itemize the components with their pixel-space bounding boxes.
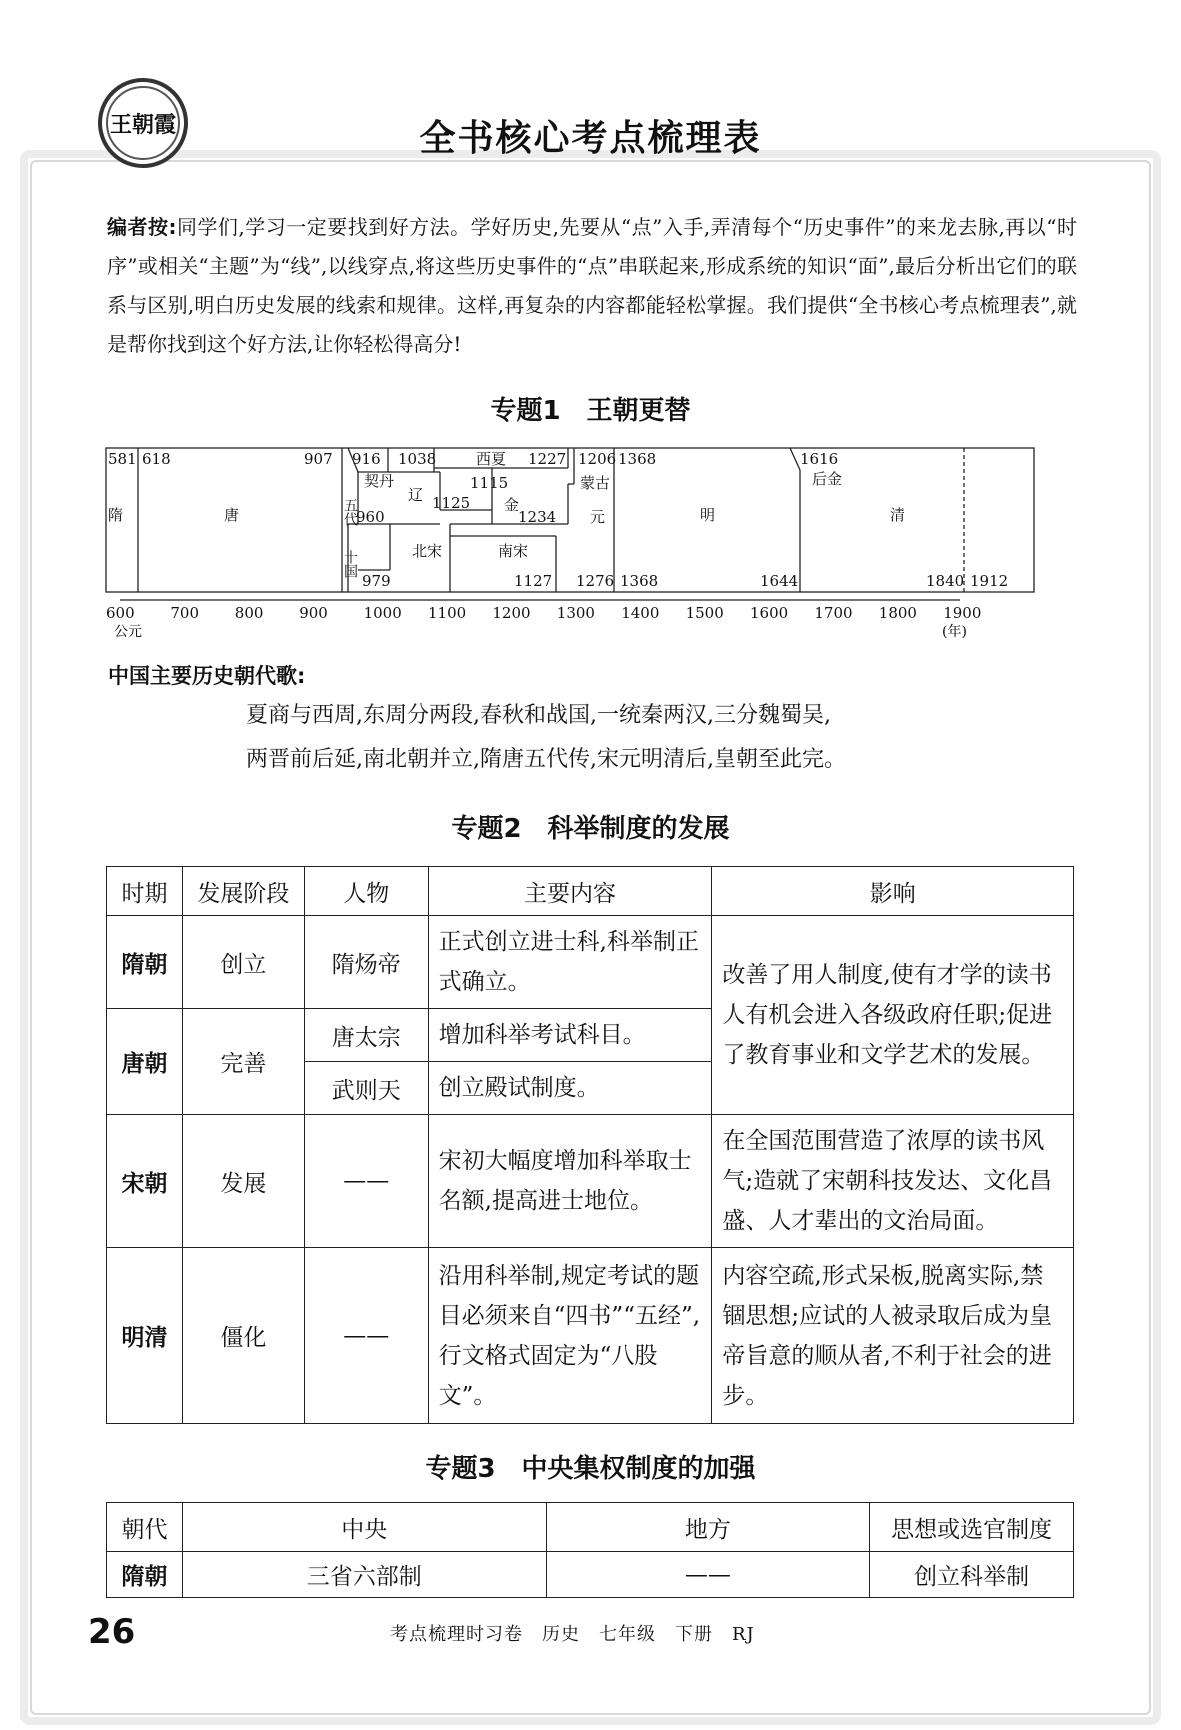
page-title: 全书核心考点梳理表	[419, 118, 762, 159]
page-number: 26	[88, 1612, 136, 1652]
tl-axis-label: 1100	[428, 604, 467, 622]
tl-axis-right-unit: (年)	[942, 624, 967, 640]
cell-impact: 改善了用人制度,使有才学的读书人有机会进入各级政府任职;促进了教育事业和文学艺术的发展。	[712, 916, 1074, 1115]
th-dynasty: 朝代	[107, 1503, 183, 1552]
keju-table	[106, 866, 1074, 1424]
tl-year-1206: 1206	[578, 450, 617, 468]
editor-note-text: 同学们,学习一定要找到好方法。学好历史,先要从“点”入手,弄清每个“历史事件”的来龙去脉,再以“时序”或相关“主题”为“线”,以线穿点,将这些历史事件的“点”串联起来,形成系统的知识“面”,最后分析出它们的联系与区别,明白历史发展的线索和规律。这样,再复杂的内容都能轻松掌握。我们提供“全书核心考点梳理表”,就是帮你找到这个好方法,让你轻松得高分!	[107, 215, 1077, 356]
tl-houjin: 后金	[812, 470, 843, 488]
tl-xixia: 西夏	[476, 450, 507, 468]
cell-local: ——	[546, 1552, 870, 1598]
cell-impact: 在全国范围营造了浓厚的读书风气;造就了宋朝科技发达、文化昌盛、人才辈出的文治局面。	[712, 1115, 1074, 1248]
cell-stage: 创立	[182, 916, 304, 1009]
tl-yuan: 元	[590, 508, 606, 526]
tl-year-1368-bottom: 1368	[620, 572, 659, 590]
tl-axis-label: 1400	[621, 604, 660, 622]
tl-axis-left-unit: 公元	[114, 624, 142, 640]
editor-note	[107, 208, 1077, 364]
tl-axis-label: 1700	[814, 604, 853, 622]
cell-content: 正式创立进士科,科举制正式确立。	[428, 916, 712, 1009]
tl-liao: 辽	[408, 486, 424, 504]
footer-text: 考点梳理时习卷 历史 七年级 下册 RJ	[390, 1624, 755, 1645]
cell-period: 明清	[107, 1248, 183, 1424]
tl-year-1125: 1125	[432, 494, 471, 512]
centralization-table	[106, 1502, 1074, 1598]
th-period: 时期	[107, 867, 183, 916]
cell-content: 创立殿试制度。	[428, 1062, 712, 1115]
cell-system: 创立科举制	[870, 1552, 1074, 1598]
dynasty-song-line-2: 两晋前后延,南北朝并立,隋唐五代传,宋元明清后,皇朝至此完。	[246, 747, 846, 772]
cell-period: 宋朝	[107, 1115, 183, 1248]
cell-content: 沿用科举制,规定考试的题目必须来自“四书”“五经”,行文格式固定为“八股文”。	[428, 1248, 712, 1424]
tl-year-1912: 1912	[970, 572, 1009, 590]
dynasty-song-label: 中国主要历史朝代歌:	[108, 664, 306, 688]
tl-sui: 隋	[108, 506, 124, 524]
editor-note-lead: 编者按:	[107, 215, 177, 239]
tl-year-960: 960	[356, 508, 385, 526]
th-local: 地方	[546, 1503, 870, 1552]
tl-year-1234: 1234	[518, 508, 557, 526]
table-row	[107, 1115, 1074, 1248]
tl-axis-label: 1200	[492, 604, 531, 622]
cell-person: 武则天	[304, 1062, 428, 1115]
tl-year-1127: 1127	[514, 572, 553, 590]
th-person: 人物	[304, 867, 428, 916]
tl-axis-label: 1500	[685, 604, 724, 622]
cell-person: ——	[304, 1248, 428, 1424]
cell-period: 唐朝	[107, 1009, 183, 1115]
tl-qidan: 契丹	[364, 472, 395, 490]
topic1-title: 专题1 王朝更替	[490, 396, 691, 426]
tl-year-1038: 1038	[398, 450, 437, 468]
cell-stage: 僵化	[182, 1248, 304, 1424]
th-content: 主要内容	[428, 867, 712, 916]
tl-year-618: 618	[142, 450, 171, 468]
th-stage: 发展阶段	[182, 867, 304, 916]
tl-shiguo: 十国	[342, 550, 358, 578]
cell-central: 三省六部制	[182, 1552, 546, 1598]
logo-text: 王朝霞	[106, 86, 180, 160]
tl-axis-label: 800	[234, 604, 264, 622]
tl-year-979: 979	[362, 572, 391, 590]
table-row	[107, 1552, 1074, 1598]
tl-year-1276: 1276	[576, 572, 615, 590]
cell-stage: 完善	[182, 1009, 304, 1115]
tl-year-1616: 1616	[800, 450, 839, 468]
tl-qing: 清	[890, 506, 906, 524]
cell-person: 唐太宗	[304, 1009, 428, 1062]
tl-axis-label: 600	[106, 604, 135, 622]
tl-tang: 唐	[224, 506, 240, 524]
tl-axis-label: 1800	[878, 604, 917, 622]
tl-year-1840: 1840	[926, 572, 965, 590]
tl-wudai: 五代	[342, 498, 358, 526]
tl-year-1115: 1115	[470, 474, 509, 492]
cell-dynasty: 隋朝	[107, 1552, 183, 1598]
table-header-row	[107, 867, 1074, 916]
table-row	[107, 916, 1074, 1009]
dynasty-timeline	[100, 440, 1090, 640]
tl-year-916: 916	[352, 450, 381, 468]
topic2-title: 专题2 科举制度的发展	[451, 814, 730, 844]
dynasty-song-line-1: 夏商与西周,东周分两段,春秋和战国,一统秦两汉,三分魏蜀吴,	[246, 703, 831, 728]
tl-axis-label: 1900	[943, 604, 982, 622]
cell-impact: 内容空疏,形式呆板,脱离实际,禁锢思想;应试的人被录取后成为皇帝旨意的顺从者,不利于社会的进步。	[712, 1248, 1074, 1424]
cell-person: 隋炀帝	[304, 916, 428, 1009]
cell-stage: 发展	[182, 1115, 304, 1248]
th-system: 思想或选官制度	[870, 1503, 1074, 1552]
table-header-row	[107, 1503, 1074, 1552]
tl-axis-label: 900	[299, 604, 328, 622]
cell-person: ——	[304, 1115, 428, 1248]
th-impact: 影响	[712, 867, 1074, 916]
topic3-title: 专题3 中央集权制度的加强	[425, 1454, 756, 1484]
tl-year-1368-top: 1368	[618, 450, 657, 468]
th-central: 中央	[182, 1503, 546, 1552]
cell-content: 宋初大幅度增加科举取士名额,提高进士地位。	[428, 1115, 712, 1248]
tl-axis-label: 1300	[556, 604, 595, 622]
tl-nansong: 南宋	[498, 542, 529, 560]
tl-ming: 明	[700, 506, 716, 524]
tl-year-1644: 1644	[760, 572, 799, 590]
tl-year-1227: 1227	[528, 450, 567, 468]
tl-axis-label: 1600	[750, 604, 789, 622]
tl-menggu: 蒙古	[580, 474, 611, 492]
tl-axis-label: 700	[170, 604, 200, 622]
tl-jin: 金	[504, 496, 520, 514]
table-row	[107, 1248, 1074, 1424]
tl-year-581: 581	[108, 450, 137, 468]
tl-year-907: 907	[304, 450, 333, 468]
cell-period: 隋朝	[107, 916, 183, 1009]
cell-content: 增加科举考试科目。	[428, 1009, 712, 1062]
tl-beisong: 北宋	[412, 542, 443, 560]
tl-axis-label: 1000	[363, 604, 402, 622]
